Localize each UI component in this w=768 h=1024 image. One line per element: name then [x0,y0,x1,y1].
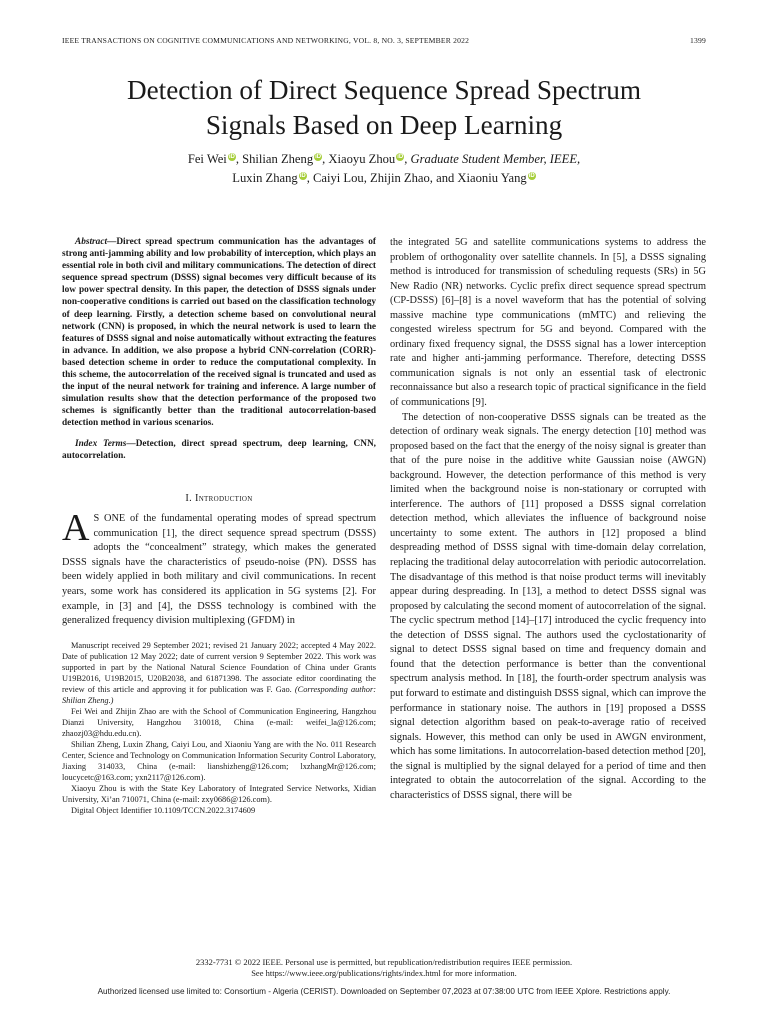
paper-title [40,73,728,143]
title-line-2: Signals Based on Deep Learning [205,110,563,140]
section-title: Introduction [194,492,253,504]
abstract-label: Abstract [75,237,108,247]
drop-cap: A [62,507,90,550]
page-number: 1399 [690,36,706,45]
journal-name: IEEE TRANSACTIONS ON COGNITIVE COMMUNICATIONS AND NETWORKING, VOL. 8, NO. 3, SEPTEMBER 2022 [62,36,470,45]
footnotes [62,640,376,816]
index-terms [62,438,376,462]
left-column [62,236,376,816]
orcid-icon[interactable]: iD [299,173,306,179]
author-name: Shilian Zheng [242,152,314,166]
orcid-icon[interactable]: iD [315,154,322,160]
author-name: Fei Wei [187,152,227,166]
orcid-icon[interactable]: iD [228,154,235,160]
right-column [390,236,706,803]
body-paragraph: the integrated 5G and satellite communications systems to address the problem of orthogonality over satellite channels. In [5], a DSSS signaling method is introduced for transmission of scheduling requests (SRs) in 5G New Radio (NR) networks. Cyclic prefix direct sequence spread spectrum (CP-DSSS) [6]–[8] is a novel waveform that has the potential of solving massive machine type communications (mMTC) and relieving the congested wireless spectrum for 5G and beyond. Compared with the ordinary fixed frequency signal, the DSSS signal has a lower interception rate and higher anti-jamming performance. Therefore, detecting DSSS communication signals is not only an essential task of electronic reconnaissance but also a research topic of practical significance in the field of communications [9]. [390,237,706,409]
body-paragraph: The detection of non-cooperative DSSS signals can be treated as the detection of ordinary weak signals. The energy detection [10] method was proposed based on the fact that the energy of the noisy signal is greater than that of the pure noise in the additive white Gaussian noise (AWGN) background. However, the detection performance of this method is very limited when the background noise is non-stationary or corrupted with interference. The authors of [11] proposed a DSSS signal correlation detection method, which alleviates the influence of background noise uncertainty to some extent. The authors in [12] proposed a blind despreading method of DSSS signal with time-domain delay correlation, replacing the traditional delay autocorrelation with periodic autocorrelation. The disadvantage of this method is that noise product terms will inevitably appear during despreading. In [13], a method to detect DSSS signal was proposed by calculating the second moment of autocorrelation of the signal. The cyclic spectrum method [14]–[17] introduced the cyclic frequency into the detection of DSSS signal. The authors used the cyclostationarity of signal to detect DSSS signal based on time and frequency domain and found that the detection performance is better than the conventional spectrum analysis method. In [18], the fourth-order spectrum analysis was put forward to estimate and distinguish DSSS signal, which can improve the performance in stationary noise. The authors in [19] proposed a DSSS signal detection algorithm based on peak-to-average ratio of received signals. However, this method can only be used in AWGN environment, which has some limitations. In autocorrelation-based detection method [20], the signal is multiplied by the signal delayed for a period of time and then integrated to obtain the autocorrelation of the signal. According to the characteristics of DSSS signal, there will be [390,411,707,801]
intro-text: S ONE of the fundamental operating modes of spread spectrum communication [1], the direct sequence spread spectrum (DSSS) adopts the “concealment” strategy, which makes the generated DSSS signals have the characteristics of pseudo-noise (PN). DSSS has been widely applied in both military and civil communications. In recent years, some work has considered its application in 5G systems [2]. For example, in [3] and [4], the DSSS technology is combined with the generalized frequency division multiplexing (GFDM) in [62,513,376,627]
license-notice: Authorized licensed use limited to: Consortium - Algeria (CERIST). Downloaded on September 07,2023 at 07:38:00 UTC from IEEE Xplore. Restrictions apply. [97,987,671,996]
author-membership: Graduate Student Member, IEEE, [410,152,581,166]
index-terms-label: Index Terms [75,438,127,449]
author-name: Luxin Zhang [232,171,298,185]
doi[interactable]: Digital Object Identifier 10.1109/TCCN.2022.3174609 [71,805,256,815]
section-heading [62,492,376,507]
orcid-icon[interactable]: iD [397,154,404,160]
author-line-2: Luxin Zhang iD, Caiyi Lou, Zhijin Zhao, and Xiaoniu Yang iD [232,171,535,185]
intro-paragraph [62,507,376,628]
abstract [62,236,376,430]
author-list [40,150,728,188]
footnote-affiliation-1: Fei Wei and Zhijin Zhao are with the School of Communication Engineering, Hangzhou Dianzi University, Hangzhou 310018, China (e-mail: weifei_la@126.com; zhaozj03@hdu.edu.cn). [62,706,376,738]
title-line-1: Detection of Direct Sequence Spread Spectrum [126,75,642,105]
copyright-footer [0,957,768,979]
footnote-manuscript [62,640,376,706]
orcid-icon[interactable]: iD [528,173,535,179]
corresponding-author: (Corresponding author: Shilian Zheng.) [62,684,376,705]
footnote-affiliation-3: Xiaoyu Zhou is with the State Key Laboratory of Integrated Service Networks, Xidian University, Xi’an 710071, China (e-mail: zxy0686@126.com). [62,783,376,804]
footnote-affiliation-2: Shilian Zheng, Luxin Zhang, Caiyi Lou, and Xiaoniu Yang are with the No. 011 Research Center, Science and Technology on Communication Information Security Control Laboratory, Jiaxing 314033, China (e-mail: lianshizheng@126.com; lxzhangMr@126.com; loucycetc@163.com; yxn2117@126.com). [62,739,376,782]
footnote-text: Manuscript received 29 September 2021; revised 21 January 2022; accepted 4 May 2022. Date of publication 12 May 2022; date of current version 9 September 2022. This work was supported in part by the National Natural Science Foundation of China under Grants U19B2016, U19B2015, U20B2038, and 61871398. The associate editor coordinating the review of this article and approving it for publication was F. Gao. [62,640,376,694]
author-name: Xiaoyu Zhou [328,152,396,166]
author-names-rest: Caiyi Lou, Zhijin Zhao, and Xiaoniu Yang [312,171,527,185]
rights-link[interactable]: See https://www.ieee.org/publications/rights/index.html for more information. [251,968,517,978]
author-line-1: Fei Wei iD, Shilian Zheng iD, Xiaoyu Zhou iD, Graduate Student Member, IEEE, [187,152,581,166]
abstract-text: —Direct spread spectrum communication has the advantages of strong anti-jamming ability and low probability of interception, which plays an essential role in both civil and military communications. The detection of direct sequence spread spectrum (DSSS) signal becomes very difficult because of its low power spectral density. In this paper, the detection of DSSS signals under non-cooperative conditions is carried out based on the classification technology of deep learning. Firstly, a detection scheme based on convolutional neural network (CNN) is proposed, in which the neural network is used to learn the features of DSSS signal and noise automatically without extracting the features in advance. In addition, we also propose a hybrid CNN-correlation (CORR)-based detection scheme in order to reduce the computational complexity. In this scheme, the autocorrelation of the received signal is truncated and used as the input of the neural network for training and inference. A large number of simulation results show that the detection performance of the proposed two schemes is significantly better than the traditional autocorrelation-based detection method in various scenarios. [62,237,376,429]
index-terms-text: —Detection, direct spread spectrum, deep learning, CNN, autocorrelation. [62,438,376,461]
section-numeral: I. [185,492,195,504]
copyright-line: 2332-7731 © 2022 IEEE. Personal use is permitted, but republication/redistribution requires IEEE permission. [195,957,573,967]
